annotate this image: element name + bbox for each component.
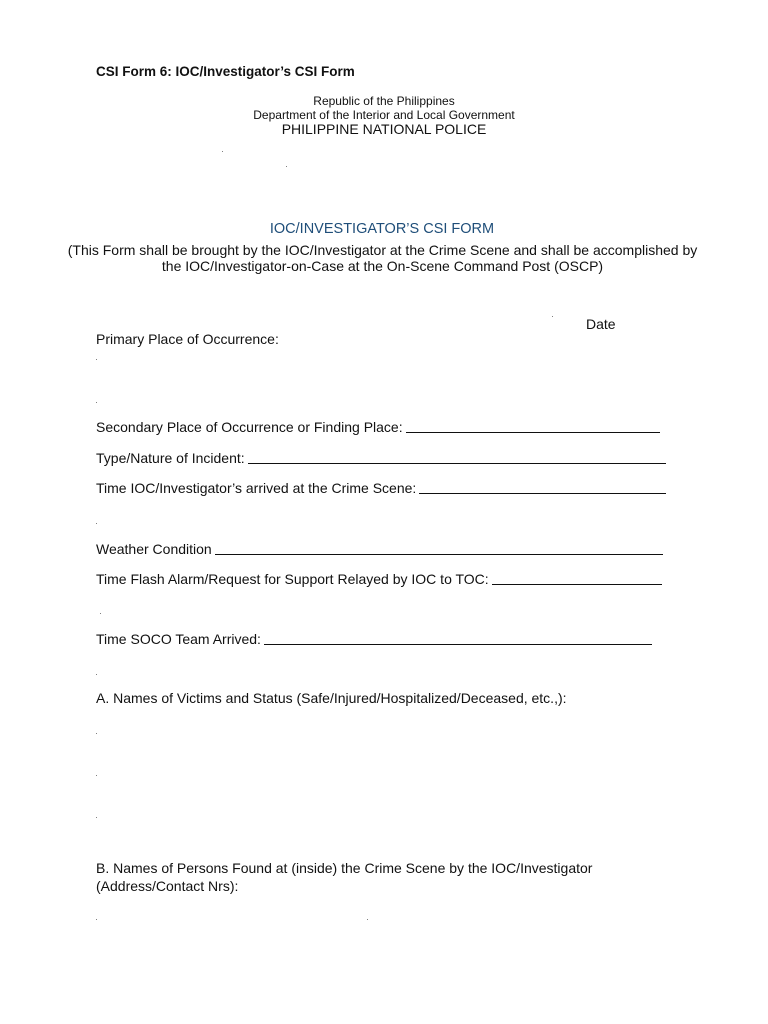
- stray-dot: [286, 166, 287, 167]
- stray-dot: [96, 817, 97, 818]
- stray-dot: [96, 402, 97, 403]
- section-a-heading: A. Names of Victims and Status (Safe/Injured/Hospitalized/Deceased, etc.,):: [96, 690, 567, 706]
- form-instructions: (This Form shall be brought by the IOC/Investigator at the Crime Scene and shall be accomplished by the IOC/Investigator-on-Case at the On-Scene Command Post (OSCP): [67, 242, 698, 274]
- stray-dot: [96, 775, 97, 776]
- soco-arrival-field[interactable]: [96, 630, 652, 647]
- arrival-time-input-line[interactable]: [419, 479, 666, 494]
- stray-dot: [222, 151, 223, 152]
- secondary-place-label: Secondary Place of Occurrence or Finding Place:: [96, 419, 403, 435]
- stray-dot: [96, 733, 97, 734]
- flash-alarm-label: Time Flash Alarm/Request for Support Relayed by IOC to TOC:: [96, 571, 489, 587]
- flash-alarm-field[interactable]: [96, 570, 662, 587]
- secondary-place-field[interactable]: [96, 418, 660, 435]
- section-b-subheading: (Address/Contact Nrs):: [96, 878, 239, 894]
- weather-field[interactable]: [96, 540, 663, 557]
- incident-type-input-line[interactable]: [248, 449, 666, 464]
- incident-type-field[interactable]: [96, 449, 666, 466]
- secondary-place-input-line[interactable]: [406, 418, 660, 433]
- stray-dot: [96, 919, 97, 920]
- form-id-heading: CSI Form 6: IOC/Investigator’s CSI Form: [96, 64, 355, 79]
- flash-alarm-input-line[interactable]: [492, 570, 662, 585]
- soco-arrival-label: Time SOCO Team Arrived:: [96, 631, 261, 647]
- incident-type-label: Type/Nature of Incident:: [96, 450, 245, 466]
- weather-input-line[interactable]: [215, 540, 663, 555]
- primary-place-label: Primary Place of Occurrence:: [96, 331, 279, 347]
- soco-arrival-input-line[interactable]: [264, 630, 652, 645]
- header-pnp: PHILIPPINE NATIONAL POLICE: [281, 121, 487, 137]
- stray-dot: [367, 919, 368, 920]
- stray-dot: [552, 316, 553, 317]
- stray-dot: [96, 523, 97, 524]
- form-title: IOC/INVESTIGATOR’S CSI FORM: [269, 221, 495, 237]
- stray-dot: [100, 613, 101, 614]
- stray-dot: [96, 359, 97, 360]
- weather-label: Weather Condition: [96, 541, 212, 557]
- stray-dot: [96, 674, 97, 675]
- header-republic: Republic of the Philippines: [313, 94, 455, 108]
- section-b-heading: B. Names of Persons Found at (inside) the Crime Scene by the IOC/Investigator: [96, 860, 593, 876]
- date-label: Date: [586, 316, 616, 332]
- arrival-time-field[interactable]: [96, 479, 666, 496]
- arrival-time-label: Time IOC/Investigator’s arrived at the Crime Scene:: [96, 480, 417, 496]
- header-department: Department of the Interior and Local Government: [253, 108, 515, 122]
